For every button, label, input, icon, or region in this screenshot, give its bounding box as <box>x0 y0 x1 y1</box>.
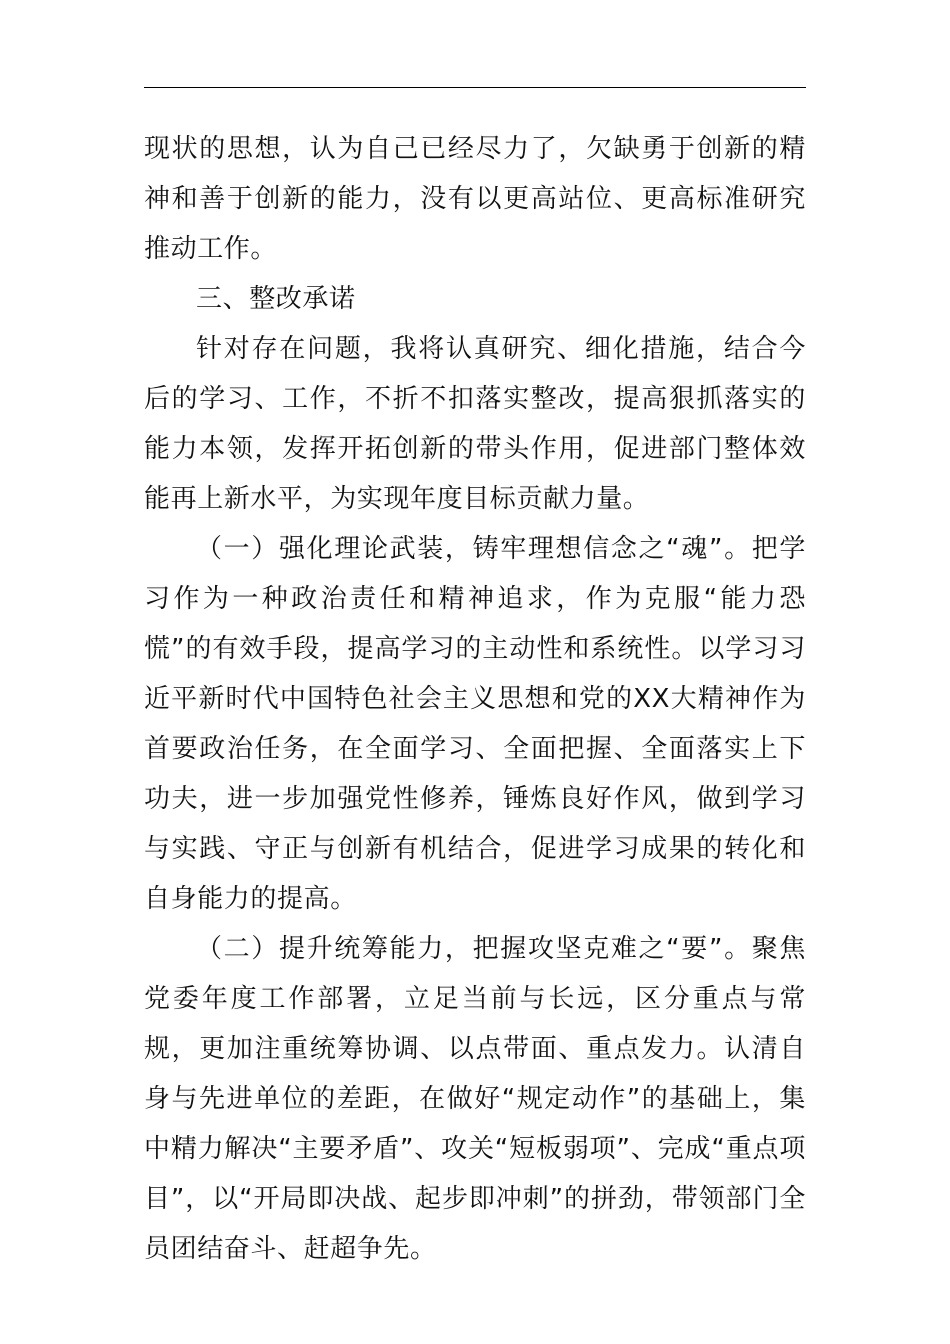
paragraph-item-one: （一）强化理论武装，铸牢理想信念之“魂”。把学习作为一种政治责任和精神追求，作为克服“能力恐慌”的有效手段，提高学习的主动性和系统性。以学习习近平新时代中国特色社会主义思想和党的XX大精神作为首要政治任务，在全面学习、全面把握、全面落实上下功夫，进一步加强党性修养，锤炼良好作风，做到学习与实践、守正与创新有机结合，促进学习成果的转化和自身能力的提高。 <box>144 534 806 914</box>
section-heading-rectification: 三、整改承诺 <box>196 284 356 314</box>
paragraph-item-two: （二）提升统筹能力，把握攻坚克难之“要”。聚焦党委年度工作部署，立足当前与长远，区分重点与常规，更加注重统筹协调、以点带面、重点发力。认清自身与先进单位的差距，在做好“规定动作”的基础上，集中精力解决“主要矛盾”、攻关“短板弱项”、完成“重点项目”，以“开局即决战、起步即冲刺”的拼劲，带领部门全员团结奋斗、赶超争先。 <box>144 934 806 1264</box>
header-rule <box>144 87 806 88</box>
paragraph-continuation: 现状的思想，认为自己已经尽力了，欠缺勇于创新的精神和善于创新的能力，没有以更高站位、更高标准研究推动工作。 <box>144 134 806 264</box>
paragraph-commitment-intro: 针对存在问题，我将认真研究、细化措施，结合今后的学习、工作，不折不扣落实整改，提高狠抓落实的能力本领，发挥开拓创新的带头作用，促进部门整体效能再上新水平，为实现年度目标贡献力量。 <box>144 334 806 514</box>
document-body <box>144 124 806 1274</box>
